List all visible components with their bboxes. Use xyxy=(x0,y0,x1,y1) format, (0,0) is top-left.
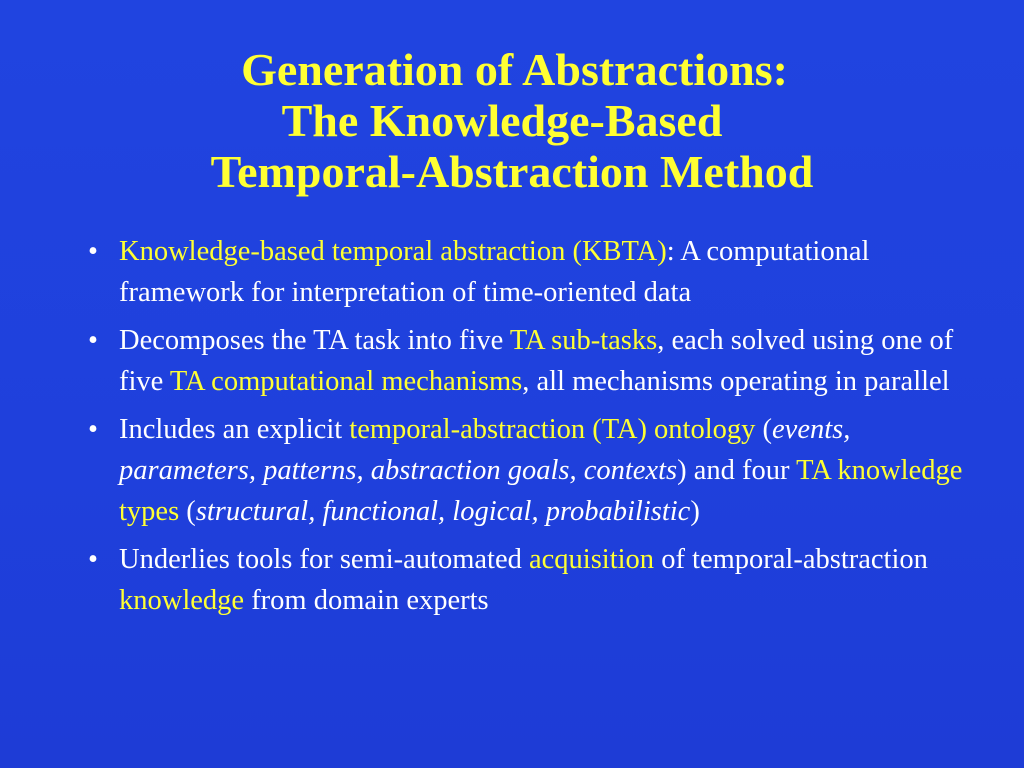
title-line-1: Generation of Abstractions: xyxy=(241,44,788,95)
term-ta-knowledge-types: TA knowledge types xyxy=(119,454,963,527)
bullet-text: ) and four xyxy=(677,454,797,486)
bullet-text: ( xyxy=(755,414,773,446)
bullet-item-kbta xyxy=(84,232,984,313)
bullet-dot-icon: • xyxy=(88,236,98,267)
bullet-dot-icon: • xyxy=(88,414,98,446)
bullet-text: ) xyxy=(690,495,700,527)
term-knowledge: knowledge xyxy=(119,584,245,616)
bullet-dot-icon: • xyxy=(88,544,98,576)
term-ta-subtasks: TA sub-tasks xyxy=(509,325,658,357)
bullet-text: , each solved using one of five xyxy=(119,325,954,397)
knowledge-type-items: structural, functional, logical, probabilistic xyxy=(195,495,691,527)
bullet-text: from domain experts xyxy=(244,584,489,616)
title-line-2: The Knowledge-Based xyxy=(281,95,723,146)
bullet-text: Includes an explicit xyxy=(119,414,350,446)
bullet-list xyxy=(84,232,984,629)
term-kbta: Knowledge-based temporal abstraction (KBTA) xyxy=(119,236,667,267)
bullet-text: : A computational framework for interpretation of time-oriented data xyxy=(119,236,870,308)
bullet-item-tools xyxy=(84,540,984,621)
slide-title xyxy=(0,44,1024,197)
term-acquisition: acquisition xyxy=(528,544,655,576)
bullet-dot-icon: • xyxy=(88,325,98,357)
bullet-text: ( xyxy=(179,495,196,527)
bullet-text: of temporal-abstraction xyxy=(654,544,928,576)
bullet-item-ontology xyxy=(84,410,984,532)
term-ta-ontology: temporal-abstraction (TA) ontology xyxy=(349,414,756,446)
term-ta-mechanisms: TA computational mechanisms xyxy=(169,365,523,397)
ontology-items: events, parameters, patterns, abstraction goals, contexts xyxy=(119,414,851,486)
bullet-item-decomposes xyxy=(84,321,984,402)
bullet-text: Decomposes the TA task into five xyxy=(119,325,510,357)
bullet-text: Underlies tools for semi-automated xyxy=(119,544,529,576)
bullet-text: , all mechanisms operating in parallel xyxy=(522,365,950,397)
title-line-3: Temporal-Abstraction Method xyxy=(210,146,814,197)
